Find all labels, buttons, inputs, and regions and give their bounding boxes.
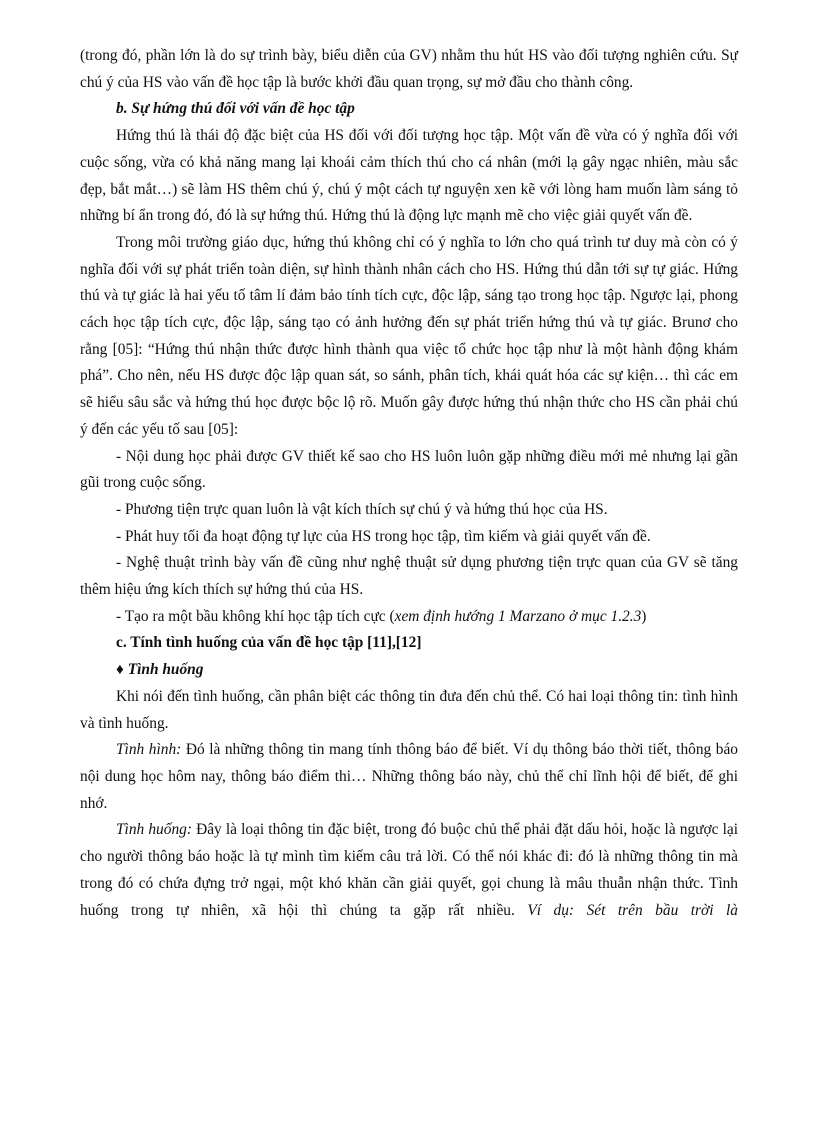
bullet-visual-aids: - Phương tiện trực quan luôn là vật kích thích sự chú ý và hứng thú học của HS.	[116, 500, 608, 518]
bullet-atmosphere-suffix: )	[641, 607, 647, 625]
heading-situation-property: c. Tính tình huống của vấn đề học tập [11],[12]	[116, 634, 422, 652]
bullet-presentation-art: - Nghệ thuật trình bày vấn đề cũng như nghệ thuật sử dụng phương tiện trực quan của GV sẽ tăng thêm hiệu ứng kích thích sự hứng thú của HS.	[80, 554, 738, 599]
term-situation: Tình huống:	[116, 821, 192, 839]
paragraph-situation	[80, 817, 738, 924]
paragraph-information-types: Khi nói đến tình huống, cần phân biệt các thông tin đưa đến chủ thể. Có hai loại thông tin: tình hình và tình huống.	[80, 687, 738, 732]
term-circumstance: Tình hình:	[116, 741, 182, 759]
bullet-content-design: - Nội dung học phải được GV thiết kế sao cho HS luôn luôn gặp những điều mới mẻ nhưng lại gần gũi trong cuộc sống.	[80, 447, 738, 492]
paragraph-circumstance	[80, 737, 738, 817]
circumstance-text: Đó là những thông tin mang tính thông báo để biết. Ví dụ thông báo thời tiết, thông báo nội dung học hôm nay, thông báo điểm thi… Những thông báo này, chủ thể chỉ lĩnh hội để biết, để ghi nhớ.	[80, 741, 739, 812]
paragraph-interest-education: Trong môi trường giáo dục, hứng thú không chỉ có ý nghĩa to lớn cho quá trình tư duy mà còn có ý nghĩa đối với sự phát triển toàn diện, sự hình thành nhân cách cho HS. Hứng thú dẫn tới sự tự giác. Hứng thú và tự giác là hai yếu tố tâm lí đảm bảo tính tích cực, độc lập, sáng tạo trong học tập. Ngược lại, phong cách học tập tích cực, độc lập, sáng tạo có ảnh hưởng đến sự phát triển hứng thú và tự giác. Brunơ cho rằng [05]: “Hứng thú nhận thức được hình thành qua việc tổ chức học tập như là một hành động khám phá”. Cho nên, nếu HS được độc lập quan sát, so sánh, phân tích, khái quát hóa các sự kiện… thì các em sẽ hiểu sâu sắc và hứng thú học được bộc lộ rõ. Muốn gây được hứng thú nhận thức cho HS cần phải chú ý đến các yếu tố sau [05]:	[80, 233, 738, 438]
bullet-atmosphere-prefix: - Tạo ra một bầu không khí học tập tích cực (	[116, 607, 395, 625]
situation-example: Ví dụ: Sét trên bầu trời là	[527, 901, 738, 919]
bullet-atmosphere-reference: xem định hướng 1 Marzano ở mục 1.2.3	[394, 607, 642, 625]
bullet-positive-atmosphere	[80, 604, 738, 631]
paragraph-interest-definition: Hứng thú là thái độ đặc biệt của HS đối với đối tượng học tập. Một vấn đề vừa có ý nghĩa đối với cuộc sống, vừa có khả năng mang lại khoái cảm thích thú cho cá nhân (mới lạ gây ngạc nhiên, màu sắc đẹp, bắt mắt…) sẽ làm HS thêm chú ý, chú ý một cách tự nguyện xen kẽ với lòng ham muốn làm sáng tỏ những bí ẩn trong đó, đó là sự hứng thú. Hứng thú là động lực mạnh mẽ cho việc giải quyết vấn đề.	[80, 127, 738, 225]
heading-situation: ♦ Tình huống	[116, 661, 204, 679]
heading-interest: b. Sự hứng thú đối với vấn đề học tập	[116, 100, 355, 118]
bullet-self-activity: - Phát huy tối đa hoạt động tự lực của HS trong học tập, tìm kiếm và giải quyết vấn đề.	[116, 527, 651, 545]
paragraph-intro-continuation: (trong đó, phần lớn là do sự trình bày, biểu diễn của GV) nhằm thu hút HS vào đối tượng nghiên cứu. Sự chú ý của HS vào vấn đề học tập là bước khởi đầu quan trọng, sự mở đầu cho thành công.	[80, 47, 738, 91]
situation-text: Đây là loại thông tin đặc biệt, trong đó buộc chủ thể phải đặt dấu hỏi, hoặc là ngược lại cho người thông báo hoặc là tự mình tìm kiếm câu trả lời. Có thể nói khác đi: đó là những thông tin mà trong đó có chứa đựng trở ngại, một khó khăn cần giải quyết, gọi chung là mâu thuẫn nhận thức. Tình huống trong tự nhiên, xã hội thì chúng ta gặp rất nhiều.	[80, 821, 739, 919]
